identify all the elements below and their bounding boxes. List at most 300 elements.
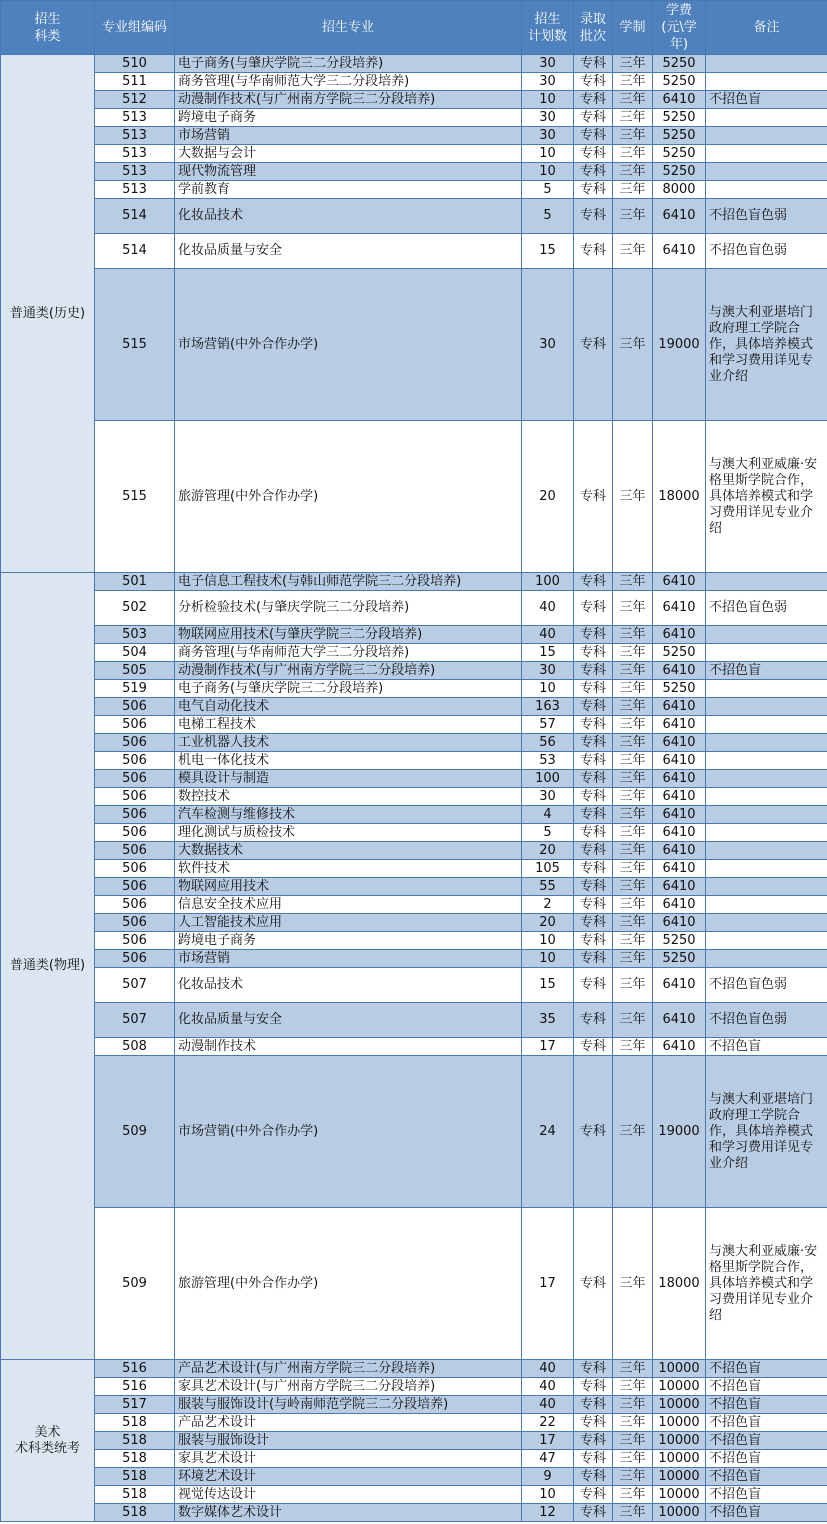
- major-cell: 信息安全技术应用: [175, 896, 522, 914]
- code-cell: 503: [95, 626, 175, 644]
- plan-count-cell: 5: [522, 199, 574, 234]
- plan-count-cell: 10: [522, 950, 574, 968]
- fee-cell: 6410: [653, 626, 706, 644]
- major-cell: 家具艺术设计: [175, 1450, 522, 1468]
- length-cell: 三年: [613, 269, 653, 421]
- major-cell: 电子信息工程技术(与韩山师范学院三二分段培养): [175, 573, 522, 591]
- note-cell: 不招色盲: [706, 1450, 827, 1468]
- code-cell: 513: [95, 145, 175, 163]
- code-cell: 506: [95, 914, 175, 932]
- table-row: [1, 896, 827, 914]
- category-cell: [1, 55, 95, 573]
- note-cell: [706, 806, 827, 824]
- table-row: [1, 421, 827, 573]
- header-major: [175, 1, 522, 55]
- table-row: [1, 1450, 827, 1468]
- fee-cell: 19000: [653, 269, 706, 421]
- header-batch: [574, 1, 613, 55]
- major-cell: 电梯工程技术: [175, 716, 522, 734]
- plan-count-cell: 10: [522, 91, 574, 109]
- fee-cell: 6410: [653, 752, 706, 770]
- length-cell: 三年: [613, 950, 653, 968]
- length-cell: 三年: [613, 878, 653, 896]
- plan-count-cell: 4: [522, 806, 574, 824]
- table-row: [1, 788, 827, 806]
- code-cell: 507: [95, 968, 175, 1003]
- fee-cell: 6410: [653, 878, 706, 896]
- batch-cell: 专科: [574, 770, 613, 788]
- table-row: [1, 1486, 827, 1504]
- length-cell: 三年: [613, 55, 653, 73]
- plan-count-cell: 105: [522, 860, 574, 878]
- length-cell: 三年: [613, 698, 653, 716]
- batch-cell: 专科: [574, 896, 613, 914]
- batch-cell: 专科: [574, 234, 613, 269]
- major-cell: 跨境电子商务: [175, 109, 522, 127]
- major-cell: 化妆品质量与安全: [175, 234, 522, 269]
- major-cell: 跨境电子商务: [175, 932, 522, 950]
- code-cell: 506: [95, 716, 175, 734]
- plan-count-cell: 15: [522, 644, 574, 662]
- note-cell: 不招色盲: [706, 1468, 827, 1486]
- header-batch-label: 录取 批次: [579, 11, 606, 44]
- length-cell: 三年: [613, 234, 653, 269]
- plan-count-cell: 57: [522, 716, 574, 734]
- major-cell: 市场营销(中外合作办学): [175, 269, 522, 421]
- batch-cell: 专科: [574, 1003, 613, 1038]
- batch-cell: 专科: [574, 698, 613, 716]
- note-cell: [706, 626, 827, 644]
- note-cell: 不招色盲: [706, 1038, 827, 1056]
- batch-cell: 专科: [574, 716, 613, 734]
- note-cell: [706, 770, 827, 788]
- header-code: [95, 1, 175, 55]
- length-cell: 三年: [613, 1056, 653, 1208]
- code-cell: 506: [95, 734, 175, 752]
- note-cell: [706, 644, 827, 662]
- table-row: [1, 734, 827, 752]
- batch-cell: 专科: [574, 573, 613, 591]
- fee-cell: 6410: [653, 662, 706, 680]
- table-row: [1, 199, 827, 234]
- table-row: [1, 591, 827, 626]
- plan-count-cell: 30: [522, 788, 574, 806]
- length-cell: 三年: [613, 127, 653, 145]
- fee-cell: 6410: [653, 698, 706, 716]
- category-label: 普通类(历史): [9, 305, 86, 321]
- table-row: [1, 860, 827, 878]
- major-cell: 软件技术: [175, 860, 522, 878]
- fee-cell: 6410: [653, 234, 706, 269]
- length-cell: 三年: [613, 842, 653, 860]
- header-plan-label: 招生 计划数: [527, 11, 567, 44]
- batch-cell: 专科: [574, 860, 613, 878]
- length-cell: 三年: [613, 644, 653, 662]
- length-cell: 三年: [613, 896, 653, 914]
- table-row: [1, 1378, 827, 1396]
- batch-cell: 专科: [574, 269, 613, 421]
- major-cell: 工业机器人技术: [175, 734, 522, 752]
- table-row: [1, 91, 827, 109]
- code-cell: 507: [95, 1003, 175, 1038]
- fee-cell: 10000: [653, 1468, 706, 1486]
- table-body: [1, 55, 827, 1522]
- length-cell: 三年: [613, 73, 653, 91]
- batch-cell: 专科: [574, 163, 613, 181]
- batch-cell: 专科: [574, 591, 613, 626]
- code-cell: 514: [95, 199, 175, 234]
- major-cell: 化妆品技术: [175, 199, 522, 234]
- major-cell: 化妆品质量与安全: [175, 1003, 522, 1038]
- major-cell: 视觉传达设计: [175, 1486, 522, 1504]
- major-cell: 汽车检测与维修技术: [175, 806, 522, 824]
- table-row: [1, 1396, 827, 1414]
- plan-count-cell: 2: [522, 896, 574, 914]
- fee-cell: 6410: [653, 788, 706, 806]
- note-cell: [706, 680, 827, 698]
- fee-cell: 5250: [653, 109, 706, 127]
- fee-cell: 5250: [653, 145, 706, 163]
- length-cell: 三年: [613, 145, 653, 163]
- table-row: [1, 824, 827, 842]
- plan-count-cell: 17: [522, 1432, 574, 1450]
- plan-count-cell: 56: [522, 734, 574, 752]
- length-cell: 三年: [613, 1504, 653, 1522]
- table-row: [1, 73, 827, 91]
- major-cell: 大数据与会计: [175, 145, 522, 163]
- batch-cell: 专科: [574, 1208, 613, 1360]
- fee-cell: 5250: [653, 127, 706, 145]
- fee-cell: 5250: [653, 932, 706, 950]
- code-cell: 518: [95, 1468, 175, 1486]
- length-cell: 三年: [613, 932, 653, 950]
- table-row: [1, 181, 827, 199]
- header-length: [613, 1, 653, 55]
- major-cell: 数字媒体艺术设计: [175, 1504, 522, 1522]
- length-cell: 三年: [613, 914, 653, 932]
- plan-count-cell: 53: [522, 752, 574, 770]
- code-cell: 518: [95, 1504, 175, 1522]
- batch-cell: 专科: [574, 1486, 613, 1504]
- code-cell: 508: [95, 1038, 175, 1056]
- length-cell: 三年: [613, 1396, 653, 1414]
- major-cell: 服装与服饰设计(与岭南师范学院三二分段培养): [175, 1396, 522, 1414]
- length-cell: 三年: [613, 1038, 653, 1056]
- note-cell: [706, 55, 827, 73]
- code-cell: 506: [95, 770, 175, 788]
- fee-cell: 18000: [653, 421, 706, 573]
- fee-cell: 10000: [653, 1360, 706, 1378]
- header-note: [706, 1, 827, 55]
- note-cell: [706, 109, 827, 127]
- plan-count-cell: 20: [522, 842, 574, 860]
- header-length-label: 学制: [619, 20, 646, 35]
- length-cell: 三年: [613, 591, 653, 626]
- fee-cell: 10000: [653, 1378, 706, 1396]
- plan-count-cell: 10: [522, 932, 574, 950]
- code-cell: 518: [95, 1414, 175, 1432]
- table-row: [1, 644, 827, 662]
- batch-cell: 专科: [574, 421, 613, 573]
- note-cell: [706, 842, 827, 860]
- table-row: [1, 163, 827, 181]
- note-cell: [706, 752, 827, 770]
- batch-cell: 专科: [574, 127, 613, 145]
- batch-cell: 专科: [574, 181, 613, 199]
- fee-cell: 6410: [653, 806, 706, 824]
- fee-cell: 5250: [653, 950, 706, 968]
- category-label: 普通类(物理): [9, 958, 86, 973]
- note-cell: [706, 824, 827, 842]
- fee-cell: 6410: [653, 734, 706, 752]
- batch-cell: 专科: [574, 73, 613, 91]
- length-cell: 三年: [613, 1414, 653, 1432]
- plan-count-cell: 30: [522, 109, 574, 127]
- plan-count-cell: 35: [522, 1003, 574, 1038]
- note-cell: 不招色盲: [706, 1432, 827, 1450]
- note-cell: 不招色盲: [706, 1486, 827, 1504]
- note-cell: 不招色盲: [706, 1414, 827, 1432]
- plan-count-cell: 30: [522, 55, 574, 73]
- note-cell: 不招色盲: [706, 1378, 827, 1396]
- code-cell: 505: [95, 662, 175, 680]
- major-cell: 动漫制作技术(与广州南方学院三二分段培养): [175, 91, 522, 109]
- major-cell: 家具艺术设计(与广州南方学院三二分段培养): [175, 1378, 522, 1396]
- code-cell: 513: [95, 163, 175, 181]
- code-cell: 517: [95, 1396, 175, 1414]
- table-row: [1, 662, 827, 680]
- fee-cell: 6410: [653, 842, 706, 860]
- code-cell: 513: [95, 109, 175, 127]
- fee-cell: 5250: [653, 55, 706, 73]
- fee-cell: 6410: [653, 896, 706, 914]
- length-cell: 三年: [613, 421, 653, 573]
- batch-cell: 专科: [574, 145, 613, 163]
- length-cell: 三年: [613, 1468, 653, 1486]
- major-cell: 化妆品技术: [175, 968, 522, 1003]
- batch-cell: 专科: [574, 199, 613, 234]
- batch-cell: 专科: [574, 644, 613, 662]
- batch-cell: 专科: [574, 662, 613, 680]
- plan-count-cell: 12: [522, 1504, 574, 1522]
- note-cell: [706, 127, 827, 145]
- note-cell: 不招色盲色弱: [706, 591, 827, 626]
- plan-count-cell: 10: [522, 163, 574, 181]
- fee-cell: 5250: [653, 644, 706, 662]
- code-cell: 506: [95, 806, 175, 824]
- note-cell: 不招色盲: [706, 662, 827, 680]
- major-cell: 数控技术: [175, 788, 522, 806]
- major-cell: 商务管理(与华南师范大学三二分段培养): [175, 73, 522, 91]
- length-cell: 三年: [613, 91, 653, 109]
- note-cell: 不招色盲: [706, 1504, 827, 1522]
- note-cell: [706, 145, 827, 163]
- note-cell: [706, 716, 827, 734]
- plan-count-cell: 10: [522, 145, 574, 163]
- length-cell: 三年: [613, 770, 653, 788]
- length-cell: 三年: [613, 626, 653, 644]
- batch-cell: 专科: [574, 932, 613, 950]
- code-cell: 515: [95, 269, 175, 421]
- fee-cell: 5250: [653, 163, 706, 181]
- major-cell: 动漫制作技术: [175, 1038, 522, 1056]
- batch-cell: 专科: [574, 1056, 613, 1208]
- batch-cell: 专科: [574, 55, 613, 73]
- header-code-label: 专业组编码: [101, 20, 167, 35]
- major-cell: 动漫制作技术(与广州南方学院三二分段培养): [175, 662, 522, 680]
- plan-count-cell: 15: [522, 234, 574, 269]
- category-label: 美术 术科类统考: [14, 1424, 80, 1456]
- major-cell: 商务管理(与华南师范大学三二分段培养): [175, 644, 522, 662]
- plan-count-cell: 40: [522, 1396, 574, 1414]
- fee-cell: 10000: [653, 1432, 706, 1450]
- table-row: [1, 842, 827, 860]
- note-cell: 与澳大利亚堪培门政府理工学院合作，具体培养模式和学习费用详见专业介绍: [706, 269, 827, 421]
- note-cell: 与澳大利亚堪培门政府理工学院合作，具体培养模式和学习费用详见专业介绍: [706, 1056, 827, 1208]
- major-cell: 模具设计与制造: [175, 770, 522, 788]
- fee-cell: 6410: [653, 860, 706, 878]
- fee-cell: 6410: [653, 199, 706, 234]
- code-cell: 514: [95, 234, 175, 269]
- code-cell: 504: [95, 644, 175, 662]
- code-cell: 506: [95, 878, 175, 896]
- plan-count-cell: 30: [522, 73, 574, 91]
- major-cell: 旅游管理(中外合作办学): [175, 1208, 522, 1360]
- fee-cell: 6410: [653, 1003, 706, 1038]
- length-cell: 三年: [613, 1208, 653, 1360]
- table-row: [1, 968, 827, 1003]
- table-row: [1, 55, 827, 73]
- table-row: [1, 1468, 827, 1486]
- table-row: [1, 626, 827, 644]
- fee-cell: 6410: [653, 770, 706, 788]
- note-cell: 不招色盲色弱: [706, 968, 827, 1003]
- batch-cell: 专科: [574, 1450, 613, 1468]
- fee-cell: 10000: [653, 1450, 706, 1468]
- batch-cell: 专科: [574, 1396, 613, 1414]
- fee-cell: 8000: [653, 181, 706, 199]
- note-cell: [706, 932, 827, 950]
- code-cell: 518: [95, 1450, 175, 1468]
- plan-count-cell: 163: [522, 698, 574, 716]
- major-cell: 学前教育: [175, 181, 522, 199]
- length-cell: 三年: [613, 968, 653, 1003]
- length-cell: 三年: [613, 824, 653, 842]
- batch-cell: 专科: [574, 788, 613, 806]
- batch-cell: 专科: [574, 752, 613, 770]
- code-cell: 511: [95, 73, 175, 91]
- note-cell: 不招色盲: [706, 91, 827, 109]
- batch-cell: 专科: [574, 1432, 613, 1450]
- table-row: [1, 806, 827, 824]
- note-cell: [706, 860, 827, 878]
- length-cell: 三年: [613, 1450, 653, 1468]
- length-cell: 三年: [613, 199, 653, 234]
- plan-count-cell: 55: [522, 878, 574, 896]
- table-row: [1, 932, 827, 950]
- code-cell: 509: [95, 1056, 175, 1208]
- major-cell: 人工智能技术应用: [175, 914, 522, 932]
- length-cell: 三年: [613, 680, 653, 698]
- note-cell: [706, 734, 827, 752]
- fee-cell: 5250: [653, 680, 706, 698]
- plan-count-cell: 30: [522, 127, 574, 145]
- batch-cell: 专科: [574, 626, 613, 644]
- fee-cell: 6410: [653, 914, 706, 932]
- major-cell: 机电一体化技术: [175, 752, 522, 770]
- major-cell: 大数据技术: [175, 842, 522, 860]
- note-cell: 不招色盲色弱: [706, 234, 827, 269]
- code-cell: 513: [95, 181, 175, 199]
- header-fee-label: 学费 (元\学 年): [661, 3, 697, 52]
- code-cell: 506: [95, 752, 175, 770]
- fee-cell: 10000: [653, 1414, 706, 1432]
- length-cell: 三年: [613, 1486, 653, 1504]
- header-note-label: 备注: [753, 20, 780, 35]
- note-cell: 与澳大利亚威廉·安格里斯学院合作，具体培养模式和学习费用详见专业介绍: [706, 1208, 827, 1360]
- major-cell: 产品艺术设计: [175, 1414, 522, 1432]
- code-cell: 519: [95, 680, 175, 698]
- major-cell: 市场营销: [175, 950, 522, 968]
- plan-count-cell: 24: [522, 1056, 574, 1208]
- plan-count-cell: 20: [522, 914, 574, 932]
- plan-count-cell: 100: [522, 573, 574, 591]
- code-cell: 515: [95, 421, 175, 573]
- length-cell: 三年: [613, 109, 653, 127]
- plan-count-cell: 40: [522, 626, 574, 644]
- table-row: [1, 1056, 827, 1208]
- major-cell: 物联网应用技术(与肇庆学院三二分段培养): [175, 626, 522, 644]
- length-cell: 三年: [613, 1378, 653, 1396]
- table-row: [1, 716, 827, 734]
- batch-cell: 专科: [574, 109, 613, 127]
- length-cell: 三年: [613, 716, 653, 734]
- category-cell: [1, 573, 95, 1360]
- batch-cell: 专科: [574, 824, 613, 842]
- fee-cell: 6410: [653, 968, 706, 1003]
- code-cell: 506: [95, 698, 175, 716]
- batch-cell: 专科: [574, 734, 613, 752]
- note-cell: [706, 914, 827, 932]
- batch-cell: 专科: [574, 91, 613, 109]
- batch-cell: 专科: [574, 680, 613, 698]
- length-cell: 三年: [613, 752, 653, 770]
- plan-count-cell: 15: [522, 968, 574, 1003]
- category-cell: [1, 1360, 95, 1522]
- major-cell: 电子商务(与肇庆学院三二分段培养): [175, 55, 522, 73]
- table-row: [1, 1504, 827, 1522]
- batch-cell: 专科: [574, 1038, 613, 1056]
- table-row: [1, 878, 827, 896]
- length-cell: 三年: [613, 1003, 653, 1038]
- plan-count-cell: 17: [522, 1208, 574, 1360]
- batch-cell: 专科: [574, 1468, 613, 1486]
- batch-cell: 专科: [574, 1378, 613, 1396]
- major-cell: 理化测试与质检技术: [175, 824, 522, 842]
- table-header-row: [1, 1, 827, 55]
- table-row: [1, 1003, 827, 1038]
- plan-count-cell: 10: [522, 1486, 574, 1504]
- code-cell: 516: [95, 1360, 175, 1378]
- plan-count-cell: 40: [522, 591, 574, 626]
- note-cell: [706, 788, 827, 806]
- note-cell: [706, 573, 827, 591]
- table-row: [1, 127, 827, 145]
- fee-cell: 6410: [653, 1038, 706, 1056]
- plan-count-cell: 22: [522, 1414, 574, 1432]
- code-cell: 501: [95, 573, 175, 591]
- length-cell: 三年: [613, 181, 653, 199]
